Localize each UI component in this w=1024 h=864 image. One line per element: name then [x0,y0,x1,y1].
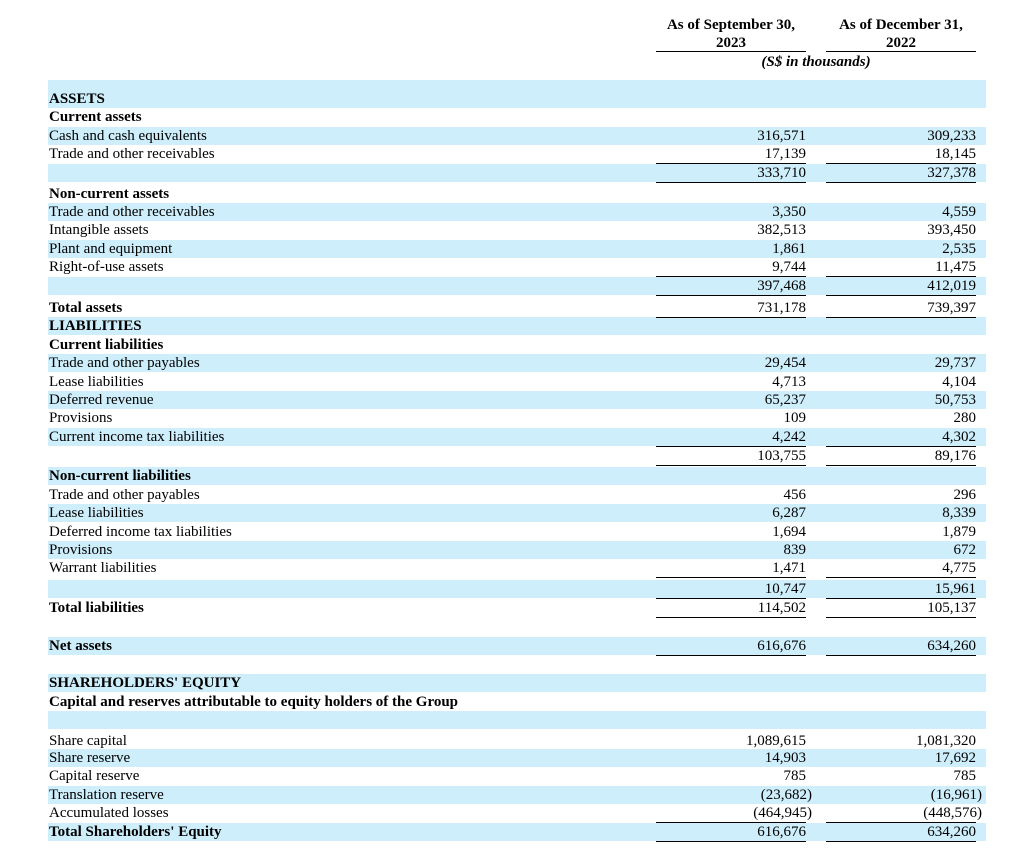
value-dec-2022: 296 [953,487,976,503]
underline-rule [656,598,806,599]
value-dec-2022: 11,475 [935,259,976,275]
table-row [48,258,986,276]
value-dec-2022: 672 [953,542,976,558]
table-row [48,373,986,391]
underline-rule [826,577,976,578]
value-dec-2022: 393,450 [927,222,976,238]
value-sep-2023: 333,710 [757,165,806,181]
underline-rule [656,276,806,277]
row-label: Accumulated losses [49,805,169,821]
table-row [48,317,986,335]
table-row [48,749,986,767]
row-label: Translation reserve [49,787,164,803]
column-header-sep-2023 [656,16,806,52]
row-label: Non-current assets [49,186,170,202]
value-dec-2022: 8,339 [942,505,976,521]
table-row [48,599,986,617]
value-dec-2022: 634,260 [927,638,976,654]
table-row [48,618,986,636]
row-label: Trade and other receivables [49,204,215,220]
value-dec-2022: 18,145 [934,146,976,162]
table-row [48,580,986,598]
underline-rule [656,655,806,656]
column-header-rule [826,51,976,52]
table-row [48,185,986,203]
table-row [48,221,986,239]
row-label: Trade and other payables [49,355,200,371]
row-label: Lease liabilities [49,505,144,521]
row-label: Plant and equipment [49,241,173,257]
table-row [48,409,986,427]
value-sep-2023: 6,287 [772,505,806,521]
row-label: Capital reserve [49,768,140,784]
row-label: Current assets [49,109,142,125]
row-label: Net assets [49,638,112,654]
value-sep-2023: 14,903 [764,750,806,766]
value-dec-2022: 785 [953,768,976,784]
row-label: Total liabilities [49,600,144,616]
row-label: Non-current liabilities [49,468,191,484]
value-sep-2023: 1,861 [772,241,806,257]
value-dec-2022: (448,576) [923,805,982,821]
value-dec-2022: 309,233 [927,128,976,144]
value-sep-2023: (23,682) [760,787,812,803]
value-sep-2023: 4,242 [772,429,806,445]
value-sep-2023: 382,513 [757,222,806,238]
row-label: Deferred revenue [49,392,154,408]
table-row [48,203,986,221]
table-row [48,299,986,317]
row-label: Capital and reserves attributable to equity holders of the Group [49,694,459,710]
column-header-sep-2023-line2: 2023 [716,35,746,51]
value-sep-2023: 616,676 [757,638,806,654]
value-dec-2022: 4,775 [942,560,976,576]
table-row [48,336,986,354]
underline-rule [826,822,976,823]
underline-rule [826,617,976,618]
table-row [48,656,986,674]
value-dec-2022: 634,260 [927,824,976,840]
underline-rule [826,317,976,318]
table-row [48,711,986,729]
underline-rule [656,841,806,842]
value-dec-2022: 739,397 [927,300,976,316]
row-label: Share capital [49,733,127,749]
value-sep-2023: 456 [783,487,806,503]
row-label: Lease liabilities [49,374,144,390]
underline-rule [826,295,976,296]
value-sep-2023: 4,713 [772,374,806,390]
row-label: Total assets [49,300,123,316]
column-header-dec-2022-line2: 2022 [886,35,916,51]
value-dec-2022: 2,535 [942,241,976,257]
row-label: SHAREHOLDERS' EQUITY [49,675,242,691]
value-sep-2023: 10,747 [764,581,806,597]
table-row [48,164,986,182]
table-row [48,732,986,750]
value-sep-2023: 29,454 [764,355,806,371]
value-sep-2023: 17,139 [764,146,806,162]
table-row [48,240,986,258]
underline-rule [826,465,976,466]
underline-rule [656,295,806,296]
underline-rule [826,182,976,183]
table-row [48,127,986,145]
underline-rule [656,163,806,164]
row-label: Trade and other receivables [49,146,215,162]
value-sep-2023: 1,089,615 [746,733,806,749]
value-dec-2022: 17,692 [934,750,976,766]
underline-rule [826,446,976,447]
value-sep-2023: 65,237 [764,392,806,408]
value-dec-2022: 105,137 [927,600,976,616]
table-row [48,674,986,692]
value-sep-2023: 397,468 [757,278,806,294]
table-row [48,767,986,785]
table-row [48,391,986,409]
value-sep-2023: 9,744 [772,259,806,275]
value-dec-2022: 50,753 [934,392,976,408]
table-row [48,428,986,446]
value-sep-2023: 316,571 [757,128,806,144]
value-sep-2023: 616,676 [757,824,806,840]
row-label: Intangible assets [49,222,149,238]
value-sep-2023: 109 [783,410,806,426]
row-label: LIABILITIES [49,318,142,334]
value-dec-2022: 327,378 [927,165,976,181]
value-sep-2023: 3,350 [772,204,806,220]
table-row [48,108,986,126]
value-dec-2022: 29,737 [934,355,976,371]
value-dec-2022: 4,559 [942,204,976,220]
row-label: Deferred income tax liabilities [49,524,232,540]
row-label: Current income tax liabilities [49,429,225,445]
underline-rule [826,655,976,656]
table-row [48,467,986,485]
row-label: ASSETS [49,91,105,107]
table-row [48,559,986,577]
table-row [48,804,986,822]
value-sep-2023: 114,502 [757,600,806,616]
underline-rule [656,182,806,183]
table-row [48,90,986,108]
row-label: Cash and cash equivalents [49,128,207,144]
row-label: Total Shareholders' Equity [49,824,222,840]
row-label: Trade and other payables [49,487,200,503]
table-row [48,637,986,655]
value-sep-2023: 103,755 [757,448,806,464]
row-label: Share reserve [49,750,131,766]
underline-rule [656,465,806,466]
underline-rule [656,617,806,618]
value-sep-2023: 1,471 [772,560,806,576]
value-dec-2022: (16,961) [930,787,982,803]
row-label: Current liabilities [49,337,164,353]
underline-rule [826,841,976,842]
underline-rule [656,577,806,578]
value-dec-2022: 4,302 [942,429,976,445]
value-dec-2022: 89,176 [934,448,976,464]
underline-rule [656,446,806,447]
column-header-dec-2022 [826,16,976,52]
value-dec-2022: 1,879 [942,524,976,540]
units-caption: (S$ in thousands) [761,54,871,70]
value-dec-2022: 15,961 [934,581,976,597]
column-header-rule [656,51,806,52]
table-row [48,486,986,504]
row-label: Provisions [49,542,113,558]
column-header-sep-2023-line1: As of September 30, [666,17,796,33]
underline-rule [656,822,806,823]
underline-rule [656,317,806,318]
row-label: Right-of-use assets [49,259,164,275]
table-row [48,523,986,541]
value-sep-2023: 839 [783,542,806,558]
underline-rule [826,598,976,599]
value-dec-2022: 1,081,320 [916,733,976,749]
table-row [48,504,986,522]
value-sep-2023: 1,694 [772,524,806,540]
value-sep-2023: (464,945) [753,805,812,821]
table-row [48,541,986,559]
table-row [48,823,986,841]
table-row [48,447,986,465]
underline-rule [826,276,976,277]
table-row [48,354,986,372]
underline-rule [826,163,976,164]
value-sep-2023: 731,178 [757,300,806,316]
table-row [48,693,986,711]
table-row [48,277,986,295]
column-header-dec-2022-line1: As of December 31, [839,17,963,33]
value-sep-2023: 785 [783,768,806,784]
row-label: Provisions [49,410,113,426]
value-dec-2022: 412,019 [927,278,976,294]
table-row [48,786,986,804]
table-row [48,145,986,163]
row-label: Warrant liabilities [49,560,157,576]
value-dec-2022: 4,104 [942,374,976,390]
value-dec-2022: 280 [953,410,976,426]
